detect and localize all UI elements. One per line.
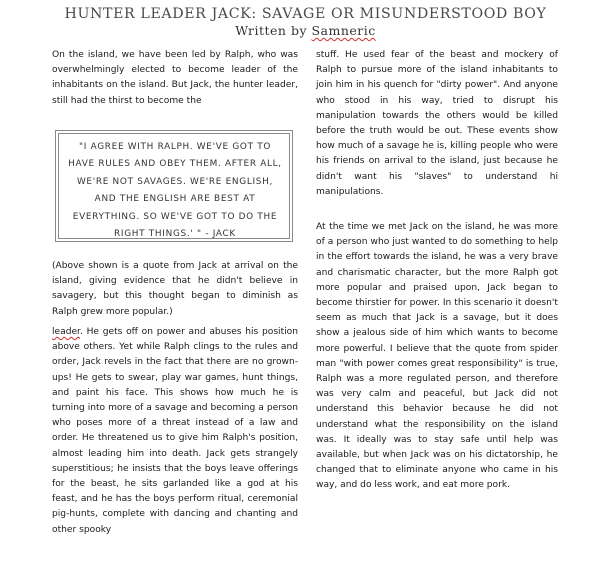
article-title: HUNTER LEADER JACK: SAVAGE OR MISUNDERSTOOD BOY	[64, 6, 547, 22]
quote-text: "I AGREE WITH RALPH. WE'VE GOT TO HAVE RULES AND OBEY THEM. AFTER ALL, WE'RE NOT SAVAGES. WE'RE ENGLISH, AND THE ENGLISH ARE BEST AT EVERYTHING. SO WE'VE GOT TO DO THE RIGHT THINGS.' " - JACK	[68, 142, 282, 240]
right-paragraph-1: stuff. He used fear of the beast and mockery of Ralph to pursue more of the island inhabitants to join him in his quench for "dirty power". And anyone who stood in his way, tried to disrupt his manipulation towards the others would be killed before the truth would be out. These events show how much of a savage he is, killing people who were his friends on arrival to the island, just because he didn't want his "slaves" to understand hi manipulations.	[316, 50, 558, 197]
author-name: Samneric	[311, 23, 376, 38]
left-continued-paragraph	[52, 325, 298, 538]
byline-prefix: Written by	[235, 23, 312, 38]
byline	[0, 23, 611, 38]
quote-caption: (Above shown is a quote from Jack at arrival on the island, giving evidence that he didn't believe in savagery, but this thought began to diminish as Ralph grew more popular.)	[52, 261, 298, 317]
quote-box	[55, 130, 293, 242]
continued-word: leader	[52, 327, 80, 337]
left-continued-text: . He gets off on power and abuses his position above others. Yet while Ralph clings to the rules and order, Jack revels in the fact that there are no grown-ups! He gets to swear, play war games, hunt things, and paint his face. This shows how much he is turning into more of a savage and becoming a person who poses more of a threat instead of a law and order. He threatened us to give him Ralph's position, almost leading him into death. Jack gets strangely superstitious; he insists that the boys leave offerings for the beast, he sits garlanded like a god at his feast, and he has the boys perform ritual, ceremonial pig-hunts, complete with dancing and chanting and other spooky	[52, 327, 298, 535]
right-paragraph-2: At the time we met Jack on the island, he was more of a person who just wanted to do something to help in the effort towards the island, he was a very brave and charismatic character, but the more Ralph got more popular and praised upon, Jack began to become thirstier for power. In this scenario it doesn't seem as much that Jack is a savage, but it does show a jealous side of him which wants to become more powerful. I believe that the quote from spider man "with power comes great responsibility" is true, Ralph was a more regulated person, and therefore was very calm and peaceful, but Jack did not understand this behavior because he did not understand what the responsibility on the island was. It ideally was to stay safe until help was available, but when Jack was on his dictatorship, he changed that to eliminate anyone who came in his way, and do less work, and eat more pork.	[316, 222, 558, 491]
intro-paragraph: On the island, we have been led by Ralph, who was overwhelmingly elected to become leader of the inhabitants on the island. But Jack, the hunter leader, still had the thirst to become the	[52, 50, 298, 106]
